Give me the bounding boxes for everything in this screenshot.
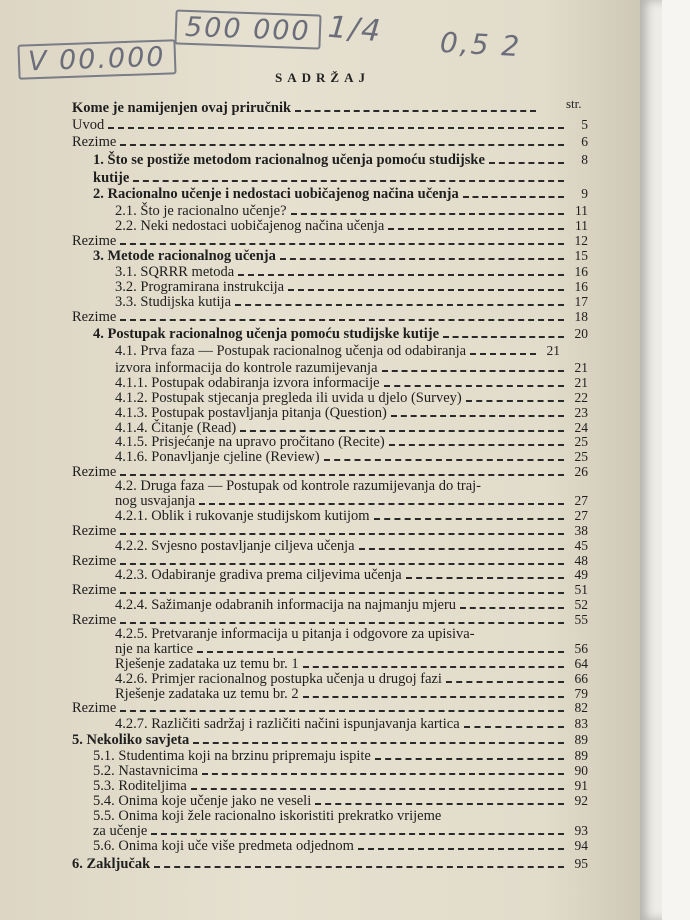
leader-dashes bbox=[288, 289, 564, 291]
toc-entry-page: 17 bbox=[574, 294, 588, 309]
toc-entry-page: 25 bbox=[574, 434, 588, 449]
toc-entry-title: 4.1.4. Čitanje (Read) bbox=[115, 420, 237, 436]
toc-entry bbox=[93, 248, 588, 264]
toc-entry bbox=[93, 823, 588, 839]
toc-entry-title: za učenje bbox=[93, 823, 148, 839]
toc-entry-page: 51 bbox=[574, 582, 588, 597]
leader-dashes bbox=[133, 180, 564, 182]
toc-entry-title: 2.1. Što je racionalno učenje? bbox=[115, 203, 287, 219]
toc-entry-page: 24 bbox=[574, 420, 588, 435]
toc-entry bbox=[115, 656, 588, 672]
toc-entry-title: Rezime bbox=[72, 700, 117, 716]
toc-entry bbox=[93, 326, 588, 342]
leader-dashes bbox=[120, 319, 564, 321]
toc-entry-page: 89 bbox=[574, 732, 588, 747]
handwritten-note: 1/4 bbox=[326, 9, 384, 50]
toc-entry-page: 66 bbox=[574, 671, 588, 686]
toc-entry bbox=[93, 186, 588, 202]
leader-dashes bbox=[384, 385, 564, 387]
leader-dashes bbox=[388, 228, 564, 230]
leader-dashes bbox=[197, 651, 564, 653]
toc-entry-page: 21 bbox=[546, 343, 560, 358]
toc-entry bbox=[115, 493, 588, 509]
toc-entry-page: 89 bbox=[574, 748, 588, 763]
toc-entry-title: Rješenje zadataka uz temu br. 2 bbox=[115, 686, 299, 702]
toc-entry-page: 20 bbox=[574, 326, 588, 341]
toc-entry-page: 95 bbox=[574, 856, 588, 871]
leader-dashes bbox=[120, 563, 564, 565]
leader-dashes bbox=[108, 127, 564, 129]
toc-entry bbox=[93, 152, 588, 168]
toc-entry bbox=[115, 343, 560, 359]
leader-dashes bbox=[120, 533, 564, 535]
toc-entry-title: 4.1.5. Prisjećanje na upravo pročitano (Recite) bbox=[115, 434, 385, 450]
leader-dashes bbox=[240, 430, 564, 432]
toc-entry bbox=[93, 778, 588, 794]
toc-entry-page: 49 bbox=[574, 567, 588, 582]
toc-entry bbox=[115, 390, 588, 406]
leader-dashes bbox=[460, 607, 564, 609]
leader-dashes bbox=[120, 622, 564, 624]
toc-entry-page: 52 bbox=[574, 597, 588, 612]
toc-entry-title: nog usvajanja bbox=[115, 493, 196, 509]
toc-entry-title: 4.1.3. Postupak postavljanja pitanja (Question) bbox=[115, 405, 387, 421]
toc-entry-title: 5.2. Nastavnicima bbox=[93, 763, 199, 779]
handwritten-note: 0,5 2 bbox=[439, 25, 523, 64]
toc-entry-page: 5 bbox=[581, 117, 588, 132]
toc-entry-title: 5.3. Roditeljima bbox=[93, 778, 187, 794]
leader-dashes bbox=[358, 848, 564, 850]
toc-entry-title: nje na kartice bbox=[115, 641, 194, 657]
toc-entry bbox=[115, 360, 588, 376]
leader-dashes bbox=[154, 866, 564, 868]
toc-entry bbox=[93, 838, 588, 854]
leader-dashes bbox=[295, 110, 536, 112]
toc-entry-title: 5. Nekoliko savjeta bbox=[72, 732, 190, 748]
leader-dashes bbox=[191, 788, 564, 790]
leader-dashes bbox=[359, 548, 564, 550]
toc-entry bbox=[115, 405, 588, 421]
leader-dashes bbox=[406, 577, 564, 579]
toc-entry-title: 4.2. Druga faza — Postupak od kontrole razumijevanja do traj- bbox=[115, 478, 482, 494]
toc-entry-page: 16 bbox=[574, 264, 588, 279]
leader-dashes bbox=[291, 213, 564, 215]
toc-entry-page: 48 bbox=[574, 553, 588, 568]
toc-entry-title: Kome je namijenjen ovaj priručnik bbox=[72, 100, 292, 116]
toc-entry bbox=[115, 716, 588, 732]
toc-entry-page: 12 bbox=[574, 233, 588, 248]
toc-entry bbox=[93, 808, 560, 824]
toc-entry-title: Rezime bbox=[72, 523, 117, 539]
toc-entry bbox=[115, 478, 560, 494]
leader-dashes bbox=[120, 592, 564, 594]
leader-dashes bbox=[238, 274, 564, 276]
leader-dashes bbox=[120, 474, 564, 476]
toc-entry-title: 3. Metode racionalnog učenja bbox=[93, 248, 276, 264]
leader-dashes bbox=[391, 415, 564, 417]
toc-entry bbox=[115, 508, 588, 524]
page-column-header: str. bbox=[566, 96, 582, 111]
toc-entry-page: 56 bbox=[574, 641, 588, 656]
leader-dashes bbox=[374, 518, 564, 520]
toc-entry-title: 4.2.2. Svjesno postavljanje ciljeva učenja bbox=[115, 538, 355, 554]
toc-entry-title: 4.1.6. Ponavljanje cjeline (Review) bbox=[115, 449, 320, 465]
toc-entry-page: 22 bbox=[574, 390, 588, 405]
toc-entry bbox=[115, 671, 588, 687]
leader-dashes bbox=[303, 666, 564, 668]
toc-entry bbox=[72, 700, 588, 716]
toc-entry-page: 92 bbox=[574, 793, 588, 808]
toc-entry bbox=[115, 279, 588, 295]
toc-entry bbox=[115, 264, 588, 280]
toc-entry bbox=[93, 170, 588, 186]
toc-entry bbox=[115, 641, 588, 657]
toc-entry-title: 5.4. Onima koje učenje jako ne veseli bbox=[93, 793, 312, 809]
leader-dashes bbox=[324, 459, 564, 461]
toc-entry-title: Rezime bbox=[72, 582, 117, 598]
toc-entry-title: 1. Što se postiže metodom racionalnog učenja pomoću studijske bbox=[93, 152, 485, 168]
toc-entry-title: Rezime bbox=[72, 134, 117, 150]
leader-dashes bbox=[389, 444, 564, 446]
leader-dashes bbox=[446, 681, 564, 683]
leader-dashes bbox=[303, 696, 564, 698]
toc-entry bbox=[72, 134, 588, 150]
toc-entry-page: 11 bbox=[575, 218, 588, 233]
toc-entry-page: 38 bbox=[574, 523, 588, 538]
toc-entry-title: Rezime bbox=[72, 553, 117, 569]
toc-entry-title: kutije bbox=[93, 170, 130, 186]
toc-entry-page: 93 bbox=[574, 823, 588, 838]
leader-dashes bbox=[375, 758, 564, 760]
toc-entry-title: 2. Racionalno učenje i nedostaci uobičajenog načina učenja bbox=[93, 186, 459, 202]
toc-entry bbox=[115, 375, 588, 391]
toc-entry bbox=[93, 793, 588, 809]
toc-entry-title: 5.5. Onima koji žele racionalno iskoristiti prekratko vrijeme bbox=[93, 808, 442, 824]
handwritten-note: V 00.000 bbox=[17, 39, 176, 79]
toc-entry-title: Rezime bbox=[72, 612, 117, 628]
toc-entry-page: 15 bbox=[574, 248, 588, 263]
toc-entry-page: 21 bbox=[574, 375, 588, 390]
toc-entry-page: 26 bbox=[574, 464, 588, 479]
toc-entry-page: 6 bbox=[581, 134, 588, 149]
toc-entry bbox=[72, 523, 588, 539]
toc-entry-page: 18 bbox=[574, 309, 588, 324]
toc-entry-title: Rješenje zadataka uz temu br. 1 bbox=[115, 656, 299, 672]
toc-entry-page: 94 bbox=[574, 838, 588, 853]
leader-dashes bbox=[151, 833, 564, 835]
toc-entry-title: 4.2.1. Oblik i rukovanje studijskom kutijom bbox=[115, 508, 370, 524]
toc-entry bbox=[93, 763, 588, 779]
toc-entry-page: 45 bbox=[574, 538, 588, 553]
toc-entry-title: 5.6. Onima koji uče više predmeta odjednom bbox=[93, 838, 354, 854]
toc-entry-page: 55 bbox=[574, 612, 588, 627]
page-title: SADRŽAJ bbox=[275, 70, 370, 85]
toc-entry bbox=[115, 567, 588, 583]
leader-dashes bbox=[489, 162, 564, 164]
toc-entry-title: Rezime bbox=[72, 233, 117, 249]
toc-entry bbox=[115, 538, 588, 554]
toc-entry bbox=[72, 100, 560, 116]
leader-dashes bbox=[120, 243, 564, 245]
toc-entry-title: 4.1.1. Postupak odabiranja izvora informacije bbox=[115, 375, 380, 391]
toc-entry bbox=[115, 203, 588, 219]
toc-entry-page: 11 bbox=[575, 203, 588, 218]
leader-dashes bbox=[463, 196, 564, 198]
toc-entry bbox=[115, 294, 588, 310]
toc-entry bbox=[115, 626, 560, 642]
toc-entry bbox=[72, 582, 588, 598]
toc-entry-title: 4.2.7. Različiti sadržaj i različiti načini ispunjavanja kartica bbox=[115, 716, 460, 732]
toc-entry-page: 23 bbox=[574, 405, 588, 420]
toc-entry-page: 21 bbox=[574, 360, 588, 375]
leader-dashes bbox=[443, 336, 564, 338]
toc-entry-title: 4.2.5. Pretvaranje informacija u pitanja i odgovore za upisiva- bbox=[115, 626, 475, 642]
toc-entry-title: 4.2.6. Primjer racionalnog postupka učenja u drugoj fazi bbox=[115, 671, 442, 687]
leader-dashes bbox=[470, 353, 536, 355]
toc-entry-page: 64 bbox=[574, 656, 588, 671]
toc-entry-title: 6. Zaključak bbox=[72, 856, 151, 872]
leader-dashes bbox=[202, 773, 564, 775]
toc-entry bbox=[93, 748, 588, 764]
leader-dashes bbox=[382, 370, 564, 372]
toc-entry-page: 83 bbox=[574, 716, 588, 731]
leader-dashes bbox=[193, 742, 564, 744]
toc-entry-page: 82 bbox=[574, 700, 588, 715]
toc-entry-page: 27 bbox=[574, 508, 588, 523]
toc-entry-title: Rezime bbox=[72, 309, 117, 325]
toc-entry-title: 4.2.3. Odabiranje gradiva prema ciljevima učenja bbox=[115, 567, 402, 583]
leader-dashes bbox=[235, 304, 564, 306]
leader-dashes bbox=[120, 144, 564, 146]
toc-entry-page: 25 bbox=[574, 449, 588, 464]
toc-entry bbox=[115, 597, 588, 613]
toc-entry-page: 91 bbox=[574, 778, 588, 793]
toc-entry-title: 3.2. Programirana instrukcija bbox=[115, 279, 285, 295]
toc-entry-page: 90 bbox=[574, 763, 588, 778]
toc-entry-title: 3.1. SQRRR metoda bbox=[115, 264, 235, 280]
toc-entry bbox=[115, 449, 588, 465]
toc-entry bbox=[72, 732, 588, 748]
toc-entry bbox=[72, 117, 588, 133]
toc-entry-title: Rezime bbox=[72, 464, 117, 480]
toc-entry bbox=[115, 434, 588, 450]
toc-entry-page: 27 bbox=[574, 493, 588, 508]
toc-entry bbox=[72, 856, 588, 872]
leader-dashes bbox=[466, 400, 564, 402]
toc-entry-page: 9 bbox=[581, 186, 588, 201]
toc-entry-title: 4.1.2. Postupak stjecanja pregleda ili uvida u djelo (Survey) bbox=[115, 390, 462, 406]
toc-entry bbox=[115, 218, 588, 234]
next-page-edge bbox=[640, 0, 690, 920]
toc-entry-title: 4.2.4. Sažimanje odabranih informacija na najmanju mjeru bbox=[115, 597, 457, 613]
leader-dashes bbox=[464, 726, 564, 728]
toc-entry-title: 5.1. Studentima koji na brzinu pripremaju ispite bbox=[93, 748, 371, 764]
leader-dashes bbox=[280, 258, 564, 260]
toc-entry-title: izvora informacija do kontrole razumijevanja bbox=[115, 360, 378, 376]
toc-entry-title: Uvod bbox=[72, 117, 105, 133]
toc-entry bbox=[72, 233, 588, 249]
toc-entry-title: 2.2. Neki nedostaci uobičajenog načina učenja bbox=[115, 218, 385, 234]
toc-entry-title: 4.1. Prva faza — Postupak racionalnog učenja od odabiranja bbox=[115, 343, 467, 359]
toc-entry-page: 16 bbox=[574, 279, 588, 294]
leader-dashes bbox=[120, 710, 564, 712]
toc-entry-page: 8 bbox=[581, 152, 588, 167]
toc-entry bbox=[72, 309, 588, 325]
leader-dashes bbox=[315, 803, 564, 805]
handwritten-note: 500 000 bbox=[174, 9, 321, 49]
toc-entry-title: 4. Postupak racionalnog učenja pomoću studijske kutije bbox=[93, 326, 440, 342]
leader-dashes bbox=[199, 503, 564, 505]
toc-entry-page: 79 bbox=[574, 686, 588, 701]
toc-entry-title: 3.3. Studijska kutija bbox=[115, 294, 231, 310]
